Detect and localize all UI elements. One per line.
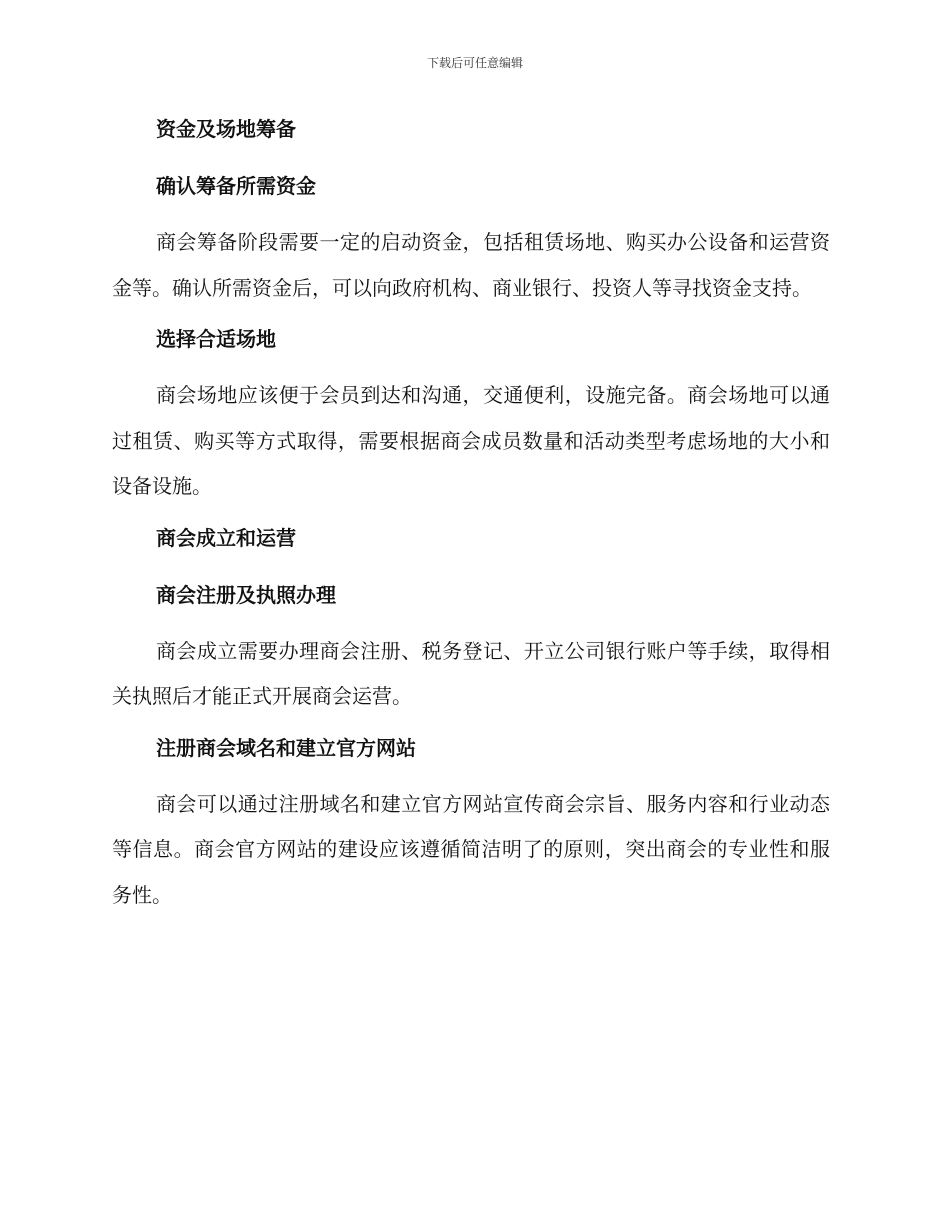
subheading-registration-license: 商会注册及执照办理 [156,582,336,607]
subheading-domain-website: 注册商会域名和建立官方网站 [156,735,416,760]
page-header-note: 下载后可任意编辑 [426,56,523,70]
section-heading-funds-venue: 资金及场地筹备 [156,117,296,141]
paragraph-website: 商会可以通过注册域名和建立官方网站宣传商会宗旨、服务内容和行业动态等信息。商会官方网站的建设应该遵循简洁明了的原则，突出商会的专业性和服务性。 [112,791,830,907]
document-body [112,112,830,929]
section-heading-establish-operate: 商会成立和运营 [156,525,296,550]
paragraph-venue: 商会场地应该便于会员到达和沟通，交通便利，设施完备。商会场地可以通过租赁、购买等方式取得，需要根据商会成员数量和活动类型考虑场地的大小和设备设施。 [112,383,830,498]
paragraph-registration: 商会成立需要办理商会注册、税务登记、开立公司银行账户等手续，取得相关执照后才能正式开展商会运营。 [112,638,830,708]
subheading-confirm-funds: 确认筹备所需资金 [156,174,316,198]
subheading-choose-venue: 选择合适场地 [156,327,276,351]
paragraph-funds: 商会筹备阶段需要一定的启动资金，包括租赁场地、购买办公设备和运营资金等。确认所需资金后，可以向政府机构、商业银行、投资人等寻找资金支持。 [112,230,830,300]
